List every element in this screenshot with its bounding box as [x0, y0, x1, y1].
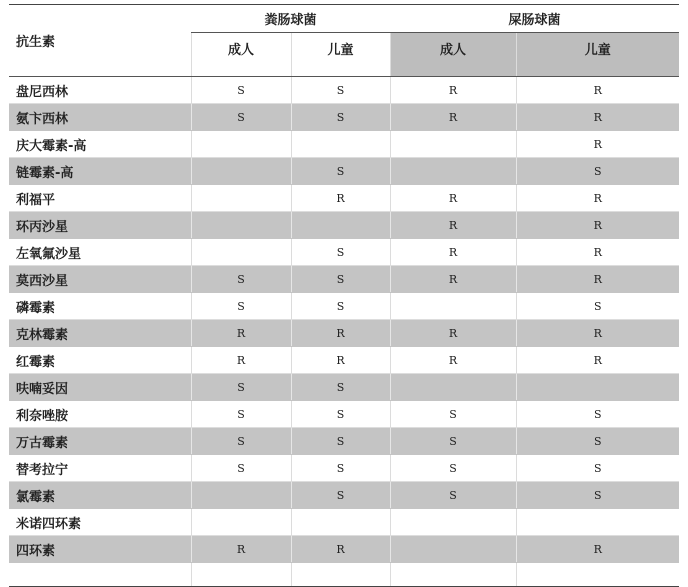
faecalis-child-cell: S: [291, 266, 390, 293]
faecalis-adult-cell: R: [191, 347, 291, 374]
antibiotic-name: 链霉素-高: [9, 158, 191, 185]
table-row: [9, 320, 679, 347]
faecalis-adult-cell: [191, 212, 291, 239]
table-row: [9, 428, 679, 455]
faecalis-child-cell: S: [291, 293, 390, 320]
faecalis-adult-cell: R: [191, 320, 291, 347]
table-row: [9, 158, 679, 185]
faecalis-child-header: 儿童: [291, 33, 390, 77]
faecalis-child-cell: R: [291, 320, 390, 347]
faecium-child-cell: R: [516, 347, 679, 374]
group-header-row: [9, 5, 679, 33]
faecalis-adult-cell: [191, 158, 291, 185]
faecium-adult-cell: R: [390, 212, 516, 239]
faecium-child-cell: R: [516, 131, 679, 158]
table-row: [9, 347, 679, 374]
faecium-adult-cell: [390, 131, 516, 158]
antibiotic-name: 红霉素: [9, 347, 191, 374]
faecium-adult-cell: S: [390, 482, 516, 509]
faecium-adult-cell: [390, 293, 516, 320]
faecalis-adult-cell: R: [191, 536, 291, 563]
table-row: [9, 104, 679, 131]
faecalis-group-header: 粪肠球菌: [191, 5, 390, 33]
table-row: [9, 77, 679, 104]
faecalis-child-cell: S: [291, 374, 390, 401]
faecalis-child-cell: R: [291, 185, 390, 212]
antibiotic-susceptibility-table: [9, 4, 679, 587]
table-row: [9, 266, 679, 293]
antibiotic-name: 克林霉素: [9, 320, 191, 347]
faecium-adult-cell: R: [390, 77, 516, 104]
table-row: [9, 239, 679, 266]
table-row: [9, 455, 679, 482]
faecalis-adult-cell: S: [191, 374, 291, 401]
table-row: [9, 401, 679, 428]
table-row: [9, 536, 679, 563]
table-row: [9, 293, 679, 320]
faecalis-child-cell: S: [291, 401, 390, 428]
table-row: [9, 185, 679, 212]
antibiotic-name: 左氧氟沙星: [9, 239, 191, 266]
faecium-child-cell: S: [516, 428, 679, 455]
faecium-adult-cell: R: [390, 104, 516, 131]
antibiotic-name: 庆大霉素-高: [9, 131, 191, 158]
table-row: [9, 482, 679, 509]
faecalis-adult-cell: S: [191, 77, 291, 104]
faecium-child-cell: R: [516, 239, 679, 266]
faecium-child-header: 儿童: [516, 33, 679, 77]
faecium-child-cell: [516, 509, 679, 536]
faecium-child-cell: S: [516, 455, 679, 482]
faecalis-child-cell: S: [291, 428, 390, 455]
faecalis-child-cell: [291, 212, 390, 239]
antibiotic-name: 氨卞西林: [9, 104, 191, 131]
antibiotic-name: 利奈唑胺: [9, 401, 191, 428]
faecium-adult-header: 成人: [390, 33, 516, 77]
faecalis-adult-cell: S: [191, 428, 291, 455]
faecalis-adult-cell: [191, 239, 291, 266]
faecium-adult-cell: R: [390, 347, 516, 374]
faecium-child-cell: R: [516, 536, 679, 563]
faecium-child-cell: S: [516, 482, 679, 509]
faecium-adult-cell: [390, 536, 516, 563]
faecium-child-cell: R: [516, 77, 679, 104]
faecalis-adult-cell: [191, 131, 291, 158]
faecalis-child-cell: S: [291, 239, 390, 266]
faecium-group-header: 屎肠球菌: [390, 5, 679, 33]
faecium-child-cell: S: [516, 158, 679, 185]
antibiotic-name: 替考拉宁: [9, 455, 191, 482]
antibiotic-name: 氯霉素: [9, 482, 191, 509]
faecium-adult-cell: [390, 374, 516, 401]
faecalis-adult-cell: S: [191, 266, 291, 293]
faecium-adult-cell: [390, 563, 516, 587]
faecium-child-cell: S: [516, 293, 679, 320]
faecium-adult-cell: [390, 509, 516, 536]
faecium-child-cell: [516, 563, 679, 587]
faecalis-adult-cell: S: [191, 401, 291, 428]
antibiotic-name: 盘尼西林: [9, 77, 191, 104]
faecium-child-cell: R: [516, 266, 679, 293]
faecalis-child-cell: S: [291, 104, 390, 131]
antibiotic-name: 万古霉素: [9, 428, 191, 455]
faecalis-child-cell: S: [291, 482, 390, 509]
faecalis-child-cell: S: [291, 158, 390, 185]
table-row: [9, 509, 679, 536]
faecalis-child-cell: [291, 131, 390, 158]
antibiotic-name: 米诺四环素: [9, 509, 191, 536]
faecalis-adult-cell: [191, 185, 291, 212]
antibiotic-name: 环丙沙星: [9, 212, 191, 239]
faecium-adult-cell: R: [390, 185, 516, 212]
faecium-adult-cell: R: [390, 320, 516, 347]
table-row: [9, 374, 679, 401]
faecium-child-cell: R: [516, 212, 679, 239]
table-row: [9, 212, 679, 239]
antibiotic-name: 磷霉素: [9, 293, 191, 320]
faecium-adult-cell: R: [390, 239, 516, 266]
faecalis-child-cell: R: [291, 536, 390, 563]
antibiotic-column-header: 抗生素: [9, 5, 191, 77]
faecium-child-cell: S: [516, 401, 679, 428]
antibiotic-name: 呋喃妥因: [9, 374, 191, 401]
table-body: [9, 77, 679, 587]
faecium-adult-cell: S: [390, 401, 516, 428]
antibiotic-name: 四环素: [9, 536, 191, 563]
table-row: [9, 131, 679, 158]
table-row: [9, 563, 679, 587]
faecalis-adult-cell: [191, 482, 291, 509]
faecium-adult-cell: [390, 158, 516, 185]
faecium-child-cell: R: [516, 104, 679, 131]
antibiotic-name: 莫西沙星: [9, 266, 191, 293]
faecalis-child-cell: S: [291, 455, 390, 482]
faecium-adult-cell: S: [390, 455, 516, 482]
faecium-child-cell: R: [516, 185, 679, 212]
faecalis-adult-cell: S: [191, 455, 291, 482]
antibiotic-name: 利福平: [9, 185, 191, 212]
faecalis-child-cell: [291, 563, 390, 587]
faecium-child-cell: [516, 374, 679, 401]
faecium-adult-cell: S: [390, 428, 516, 455]
faecalis-adult-cell: S: [191, 104, 291, 131]
faecium-child-cell: R: [516, 320, 679, 347]
faecalis-adult-cell: S: [191, 293, 291, 320]
faecalis-adult-cell: [191, 509, 291, 536]
faecalis-child-cell: [291, 509, 390, 536]
antibiotic-name: [9, 563, 191, 587]
faecalis-child-cell: R: [291, 347, 390, 374]
faecalis-adult-cell: [191, 563, 291, 587]
faecium-adult-cell: R: [390, 266, 516, 293]
faecalis-adult-header: 成人: [191, 33, 291, 77]
faecalis-child-cell: S: [291, 77, 390, 104]
